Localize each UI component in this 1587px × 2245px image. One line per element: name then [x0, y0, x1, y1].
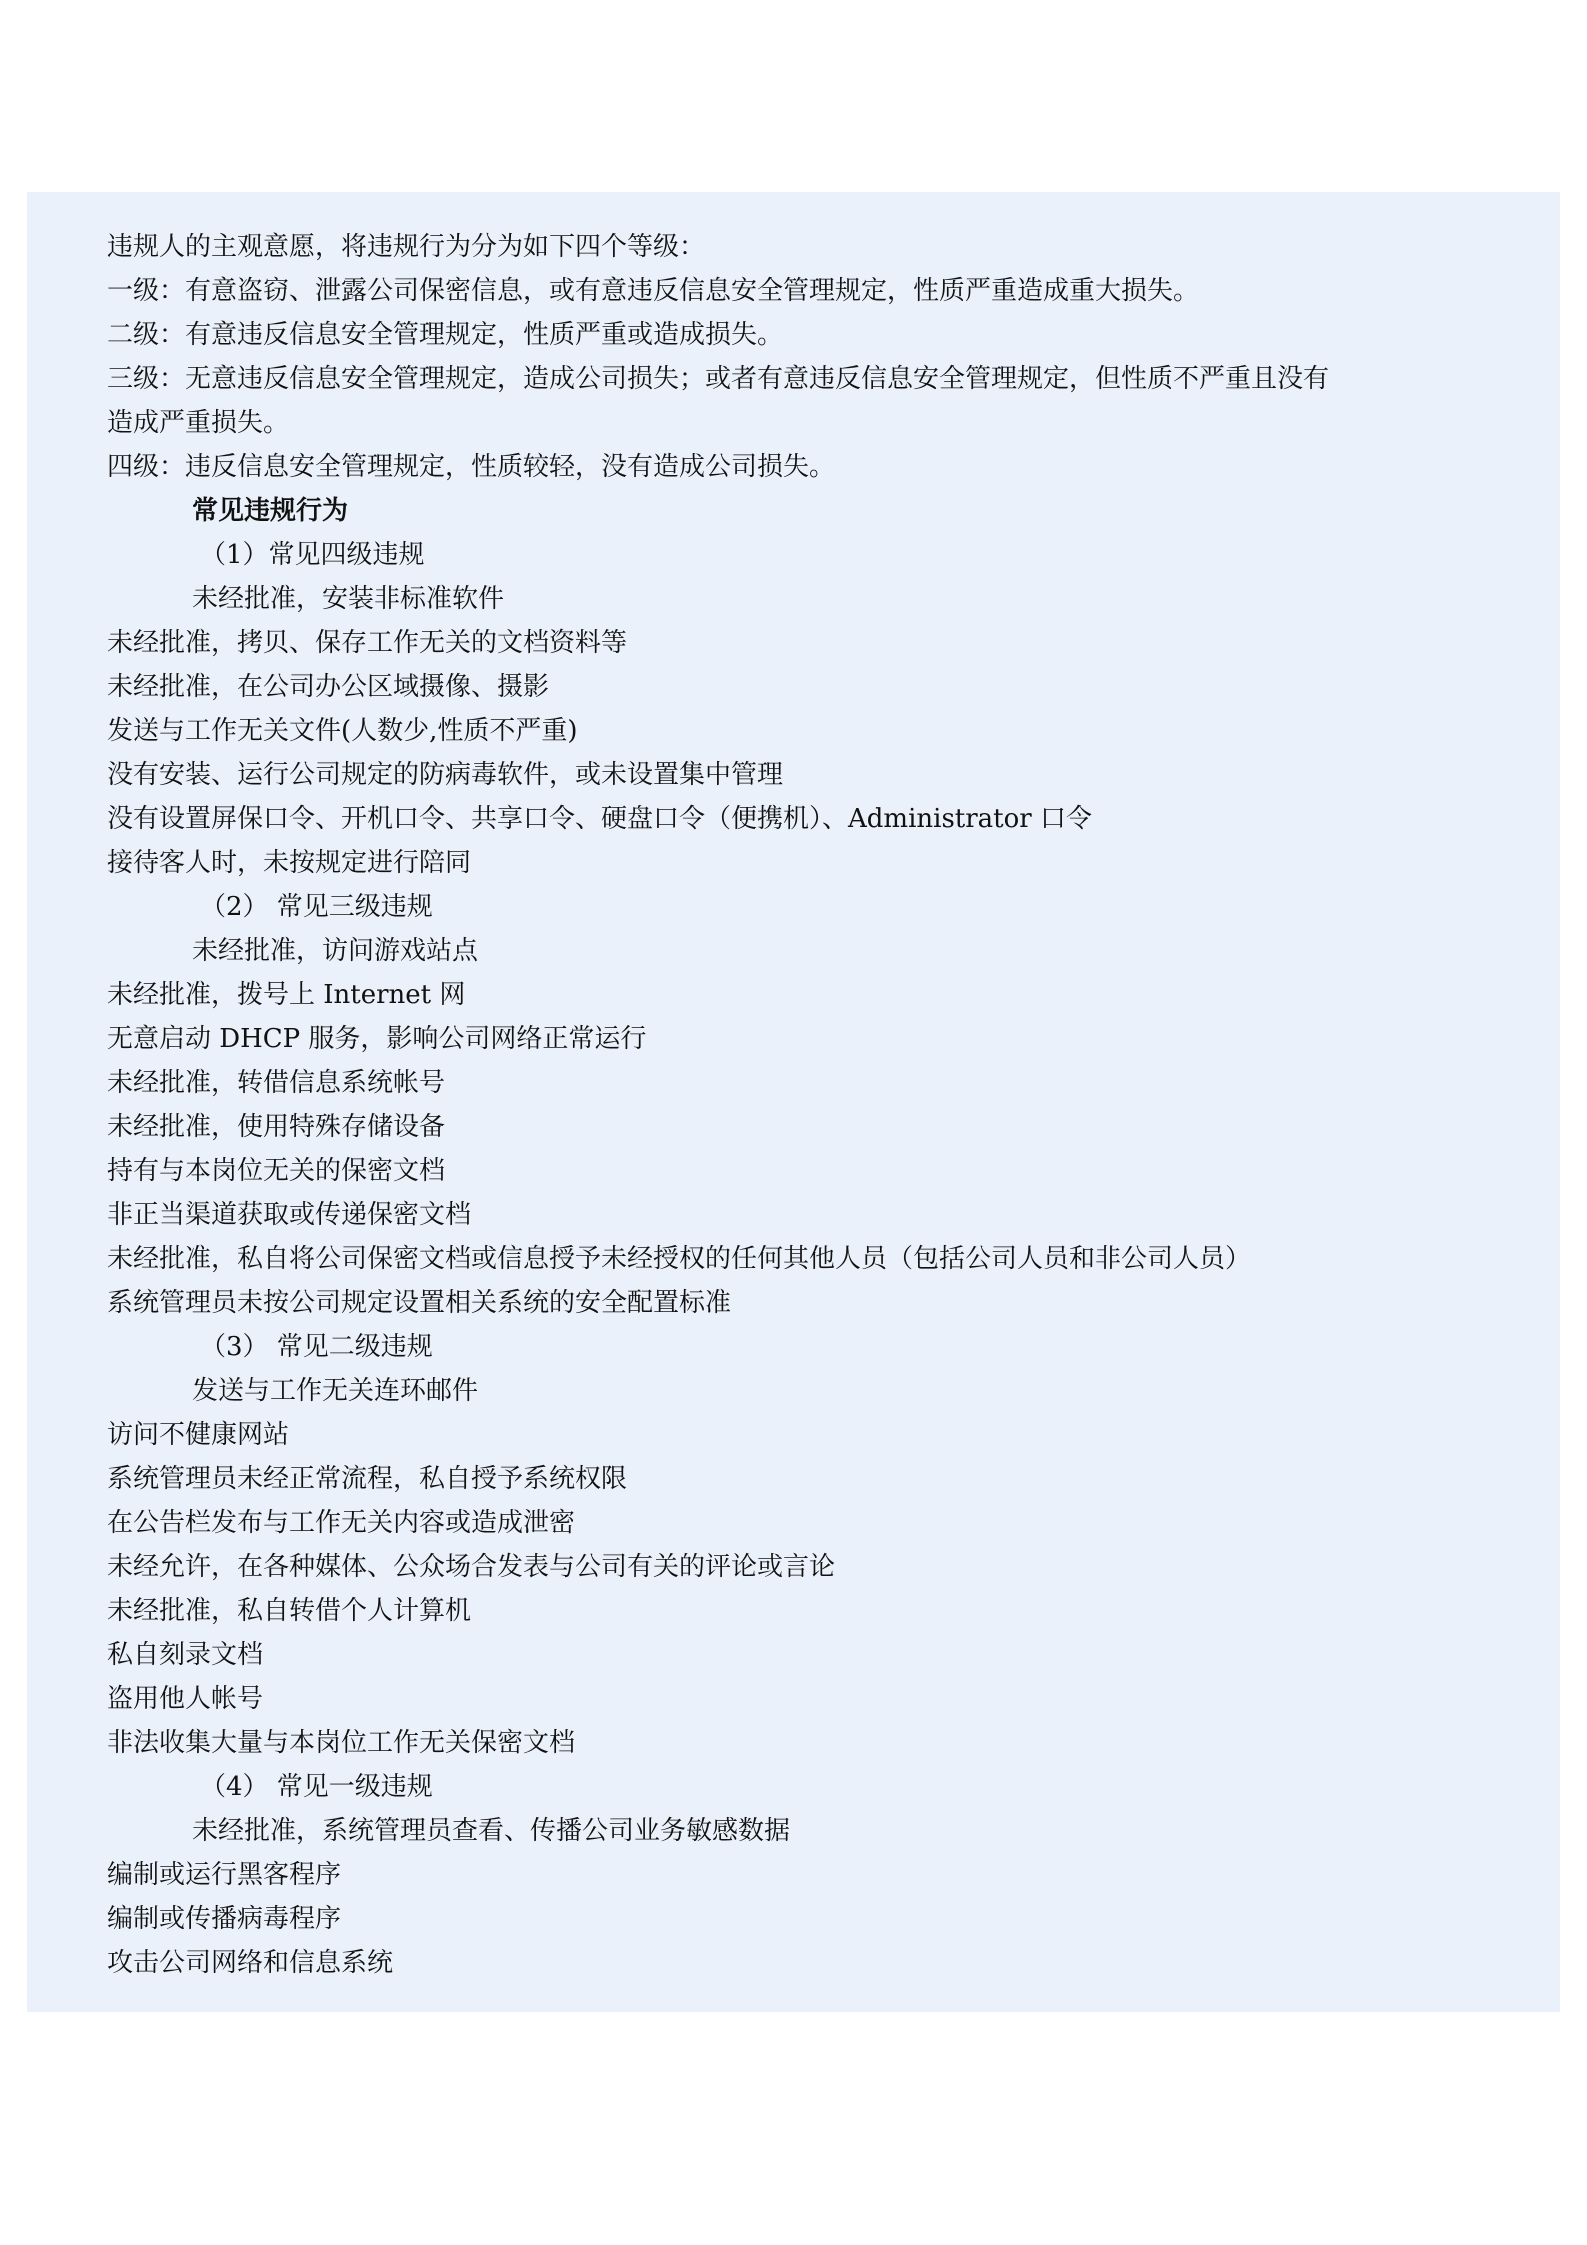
- list-item: 发送与工作无关连环邮件: [192, 1376, 479, 1406]
- list-item: 无意启动 DHCP 服务，影响公司网络正常运行: [107, 1024, 647, 1054]
- level-1-text: 一级：有意盗窃、泄露公司保密信息，或有意违反信息安全管理规定，性质严重造成重大损失。: [107, 276, 1200, 306]
- list-item: 未经批准，安装非标准软件: [192, 584, 505, 614]
- intro-text: 违规人的主观意愿，将违规行为分为如下四个等级：: [107, 232, 706, 262]
- list-item: 发送与工作无关文件(人数少,性质不严重): [107, 716, 578, 746]
- section-title: 常见违规行为: [192, 496, 349, 526]
- list-item: 未经批准，拷贝、保存工作无关的文档资料等: [107, 628, 628, 658]
- group-heading-level-2: （3） 常见二级违规: [200, 1332, 433, 1362]
- list-item: 系统管理员未经正常流程，私自授予系统权限: [107, 1464, 628, 1494]
- list-item: 未经批准，转借信息系统帐号: [107, 1068, 446, 1098]
- level-2-text: 二级：有意违反信息安全管理规定，性质严重或造成损失。: [107, 320, 784, 350]
- list-item: 未经批准，私自将公司保密文档或信息授予未经授权的任何其他人员（包括公司人员和非公司人员）: [107, 1244, 1252, 1274]
- list-item: 编制或运行黑客程序: [107, 1860, 342, 1890]
- list-item: 访问不健康网站: [107, 1420, 290, 1450]
- list-item: 在公告栏发布与工作无关内容或造成泄密: [107, 1508, 576, 1538]
- list-item: 未经批准，拨号上 Internet 网: [107, 980, 466, 1010]
- list-item: 盗用他人帐号: [107, 1684, 264, 1714]
- level-3-text: 三级：无意违反信息安全管理规定，造成公司损失；或者有意违反信息安全管理规定，但性质不严重且没有: [107, 364, 1330, 394]
- list-item: 非正当渠道获取或传递保密文档: [107, 1200, 472, 1230]
- list-item: 未经批准，访问游戏站点: [192, 936, 479, 966]
- list-item: 私自刻录文档: [107, 1640, 264, 1670]
- list-item: 没有设置屏保口令、开机口令、共享口令、硬盘口令（便携机）、Administrator 口令: [107, 804, 1092, 834]
- list-item: 非法收集大量与本岗位工作无关保密文档: [107, 1728, 576, 1758]
- group-heading-level-4: （1）常见四级违规: [200, 540, 425, 570]
- list-item: 未经批准，在公司办公区域摄像、摄影: [107, 672, 550, 702]
- level-4-text: 四级：违反信息安全管理规定，性质较轻，没有造成公司损失。: [107, 452, 836, 482]
- list-item: 未经允许，在各种媒体、公众场合发表与公司有关的评论或言论: [107, 1552, 836, 1582]
- list-item: 系统管理员未按公司规定设置相关系统的安全配置标准: [107, 1288, 732, 1318]
- level-3-continued-text: 造成严重损失。: [107, 408, 290, 438]
- list-item: 未经批准，系统管理员查看、传播公司业务敏感数据: [192, 1816, 791, 1846]
- list-item: 持有与本岗位无关的保密文档: [107, 1156, 446, 1186]
- list-item: 编制或传播病毒程序: [107, 1904, 342, 1934]
- group-heading-level-3: （2） 常见三级违规: [200, 892, 433, 922]
- list-item: 接待客人时，未按规定进行陪同: [107, 848, 472, 878]
- list-item: 攻击公司网络和信息系统: [107, 1948, 394, 1978]
- list-item: 未经批准，使用特殊存储设备: [107, 1112, 446, 1142]
- group-heading-level-1: （4） 常见一级违规: [200, 1772, 433, 1802]
- list-item: 未经批准，私自转借个人计算机: [107, 1596, 472, 1626]
- list-item: 没有安装、运行公司规定的防病毒软件，或未设置集中管理: [107, 760, 784, 790]
